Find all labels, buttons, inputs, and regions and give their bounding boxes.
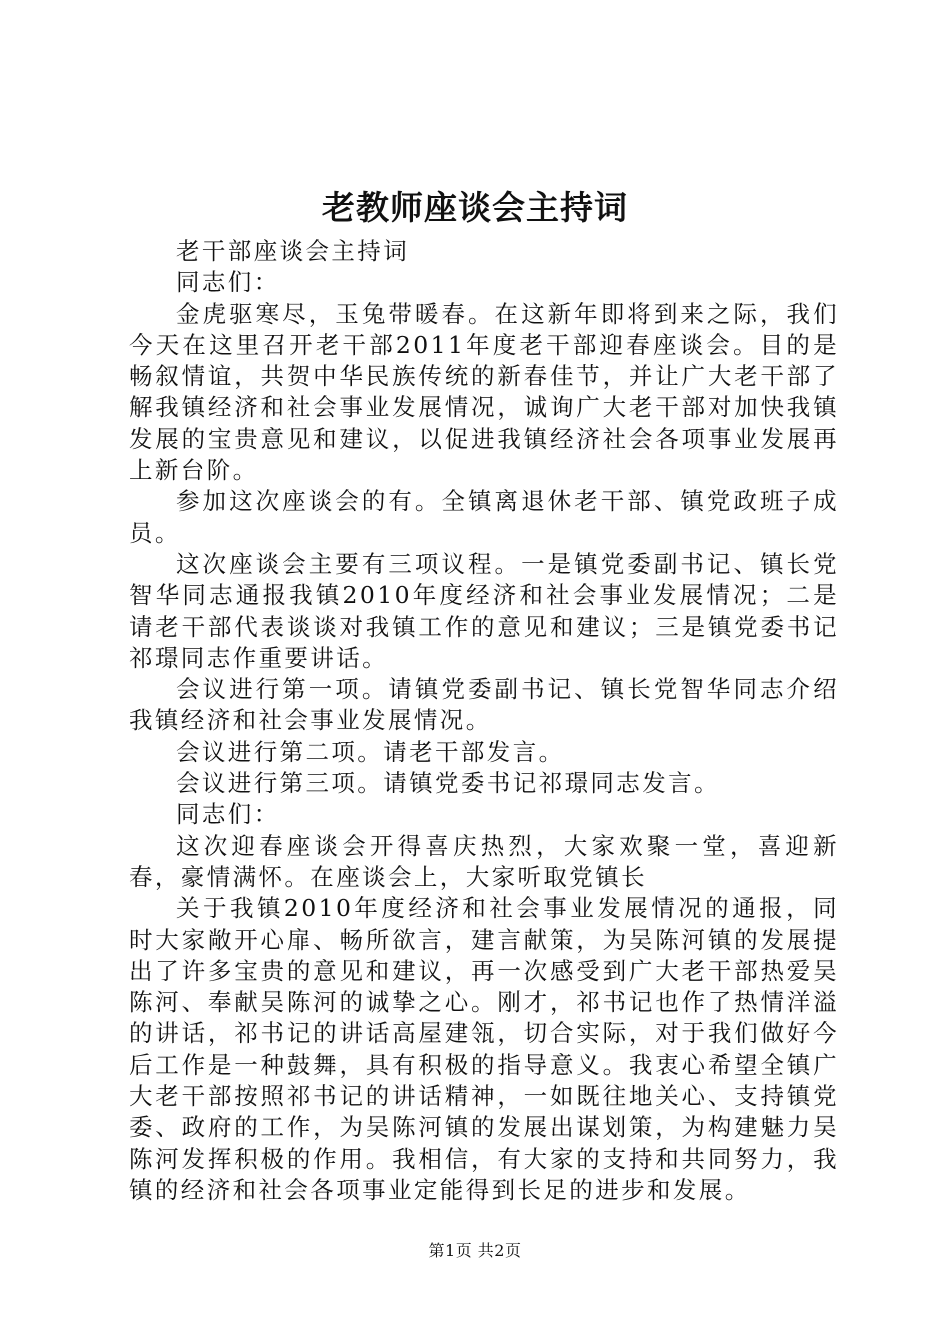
body-paragraph: 金虎驱寒尽，玉兔带暖春。在这新年即将到来之际，我们今天在这里召开老干部2011年度老干部迎春座谈会。目的是畅叙情谊，共贺中华民族传统的新春佳节，并让广大老干部了解我镇经济和社会事业发展情况，诚询广大老干部对加快我镇发展的宝贵意见和建议，以促进我镇经济社会各项事业发展再上新台阶。 [129, 299, 839, 485]
body-paragraph: 这次座谈会主要有三项议程。一是镇党委副书记、镇长党智华同志通报我镇2010年度经济和社会事业发展情况；二是请老干部代表谈谈对我镇工作的意见和建议；三是镇党委书记祁璟同志作重要讲话。 [129, 549, 839, 672]
body-paragraph: 会议进行第一项。请镇党委副书记、镇长党智华同志介绍我镇经济和社会事业发展情况。 [129, 675, 839, 735]
page-number-footer: 第1页 共2页 [428, 1241, 522, 1260]
body-paragraph: 关于我镇2010年度经济和社会事业发展情况的通报，同时大家敞开心扉、畅所欲言，建言献策，为吴陈河镇的发展提出了许多宝贵的意见和建议，再一次感受到广大老干部热爱吴陈河、奉献吴陈河的诚挚之心。刚才，祁书记也作了热情洋溢的讲话，祁书记的讲话高屋建瓴，切合实际，对于我们做好今后工作是一种鼓舞，具有积极的指导意义。我衷心希望全镇广大老干部按照祁书记的讲话精神，一如既往地关心、支持镇党委、政府的工作，为吴陈河镇的发展出谋划策，为构建魅力吴陈河发挥积极的作用。我相信，有大家的支持和共同努力，我镇的经济和社会各项事业定能得到长足的进步和发展。 [129, 894, 839, 1204]
body-paragraph: 会议进行第三项。请镇党委书记祁璟同志发言。 [176, 769, 720, 798]
greeting-paragraph: 同志们： [176, 268, 280, 297]
body-paragraph: 这次迎春座谈会开得喜庆热烈，大家欢聚一堂，喜迎新春，豪情满怀。在座谈会上，大家听取党镇长 [129, 831, 839, 891]
greeting-paragraph: 同志们： [176, 800, 280, 829]
page-title: 老教师座谈会主持词 [322, 188, 628, 227]
body-paragraph: 会议进行第二项。请老干部发言。 [176, 737, 565, 766]
body-paragraph: 参加这次座谈会的有。全镇离退休老干部、镇党政班子成员。 [129, 487, 839, 547]
document-body [129, 236, 839, 1206]
subtitle-paragraph: 老干部座谈会主持词 [176, 237, 410, 265]
